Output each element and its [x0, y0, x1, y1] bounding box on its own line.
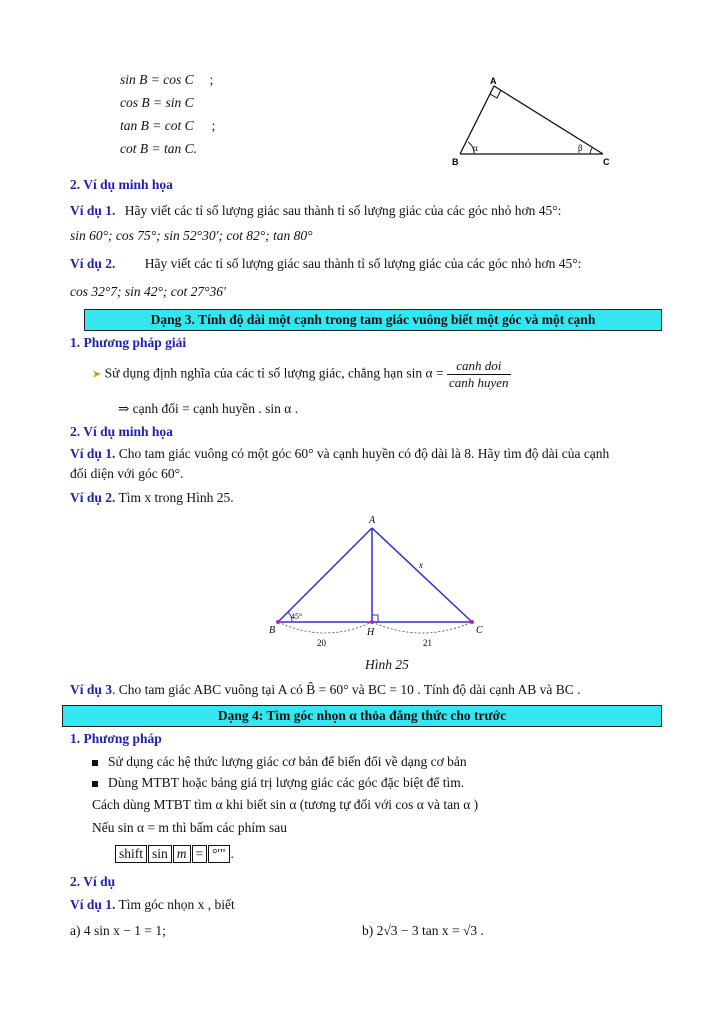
vertex-h: H	[367, 627, 375, 638]
bh-length: 20	[317, 638, 326, 648]
vertex-b-label: B	[452, 157, 459, 167]
identity-2: cos B = sin C	[120, 95, 194, 110]
figure-25-caption: Hình 25	[365, 657, 409, 672]
vertex-c-label: C	[603, 157, 610, 167]
key-m: m	[173, 845, 191, 863]
vertex-a-label: A	[490, 76, 497, 86]
method-title: 1. Phương pháp giải	[70, 335, 187, 350]
part-b: b) 2√3 − 3 tan x = √3 .	[362, 923, 484, 938]
example-1: Ví dụ 1. Hãy viết các tỉ số lượng giác sau thành tỉ số lượng giác của các góc nhỏ hơn 45°:	[70, 203, 562, 218]
example-2: Ví dụ 2. Hãy viết các tỉ số lượng giác sau thành tỉ số lượng giác của các góc nhỏ hơn 45°:	[70, 256, 582, 271]
bullet-1: Sử dụng các hệ thức lượng giác cơ bản để biến đổi về dạng cơ bản	[92, 754, 467, 770]
key-shift: shift	[115, 845, 147, 863]
example-3-cont: đối diện với góc 60°.	[70, 466, 184, 481]
ratio-fraction: $\frac{\text{canh doi}}{\text{canh huyen}}$	[449, 358, 509, 390]
key-sin: sin	[148, 845, 172, 863]
section-examples-title-2: 2. Ví dụ minh họa	[70, 424, 173, 439]
identity-4: cot B = tan C.	[120, 141, 197, 156]
example-1-expr: sin 60°; cos 75°; sin 52°30'; cot 82°; tan 80°	[70, 228, 313, 243]
example-3: Ví dụ 1. Cho tam giác vuông có một góc 60° và cạnh huyền có độ dài là 8. Hãy tìm độ dài của cạnh	[70, 446, 610, 461]
example-5: Ví dụ 3. Cho tam giác ABC vuông tại A có B̂ = 60° và BC = 10 . Tính độ dài cạnh AB và BC .	[70, 682, 581, 697]
side-x-label: x	[419, 560, 423, 570]
figure-25	[265, 512, 490, 652]
section-examples-title: 2. Ví dụ minh họa	[70, 177, 173, 192]
key-equals: =	[192, 845, 208, 863]
calc-line: Cách dùng MTBT tìm α khi biết sin α (tương tự đối với cos α và tan α )	[92, 797, 479, 812]
example-6: Ví dụ 1. Tìm góc nhọn x , biết	[70, 897, 235, 912]
square-bullet-icon	[92, 781, 98, 787]
identity-3: tan B = cot C ;	[120, 118, 216, 133]
angle-label: 45°	[291, 612, 303, 621]
hc-length: 21	[423, 638, 432, 648]
implies-line: ⇒ cạnh đối = cạnh huyền . sin α .	[118, 401, 299, 416]
example-2-expr: cos 32°7; sin 42°; cot 27°36'	[70, 284, 226, 299]
square-bullet-icon	[92, 760, 98, 766]
part-a: a) 4 sin x − 1 = 1;	[70, 923, 166, 938]
key-sequence: shift sin m = °'" .	[115, 845, 234, 863]
triangle-figure	[440, 72, 620, 172]
vertex-b: B	[269, 625, 276, 636]
banner-form-4: Dạng 4: Tìm góc nhọn α thỏa đẳng thức cho trước	[62, 705, 662, 727]
vertex-a: A	[369, 515, 376, 526]
banner-form-3: Dạng 3. Tính độ dài một cạnh trong tam giác vuông biết một góc và một cạnh	[84, 309, 662, 331]
method2-title: 1. Phương pháp	[70, 731, 162, 746]
identity-1: sin B = cos C ;	[120, 72, 214, 87]
if-line: Nếu sin α = m thì bấm các phím sau	[92, 820, 288, 835]
example-4: Ví dụ 2. Tìm x trong Hình 25.	[70, 490, 234, 505]
method-text: ➤ Sử dụng định nghĩa của các tỉ số lượng giác, chẳng hạn sin α = $\frac{\text{canh doi}}{\text{canh huyen}}$	[92, 358, 509, 390]
beta-label: β	[578, 143, 583, 153]
arrow-bullet-icon: ➤	[92, 368, 102, 381]
alpha-label: α	[473, 143, 478, 153]
key-degree: °'"	[208, 845, 229, 863]
section-example-title: 2. Ví dụ	[70, 874, 116, 889]
vertex-c: C	[476, 625, 483, 636]
bullet-2: Dùng MTBT hoặc bảng giá trị lượng giác các góc đặc biệt để tìm.	[92, 775, 464, 791]
